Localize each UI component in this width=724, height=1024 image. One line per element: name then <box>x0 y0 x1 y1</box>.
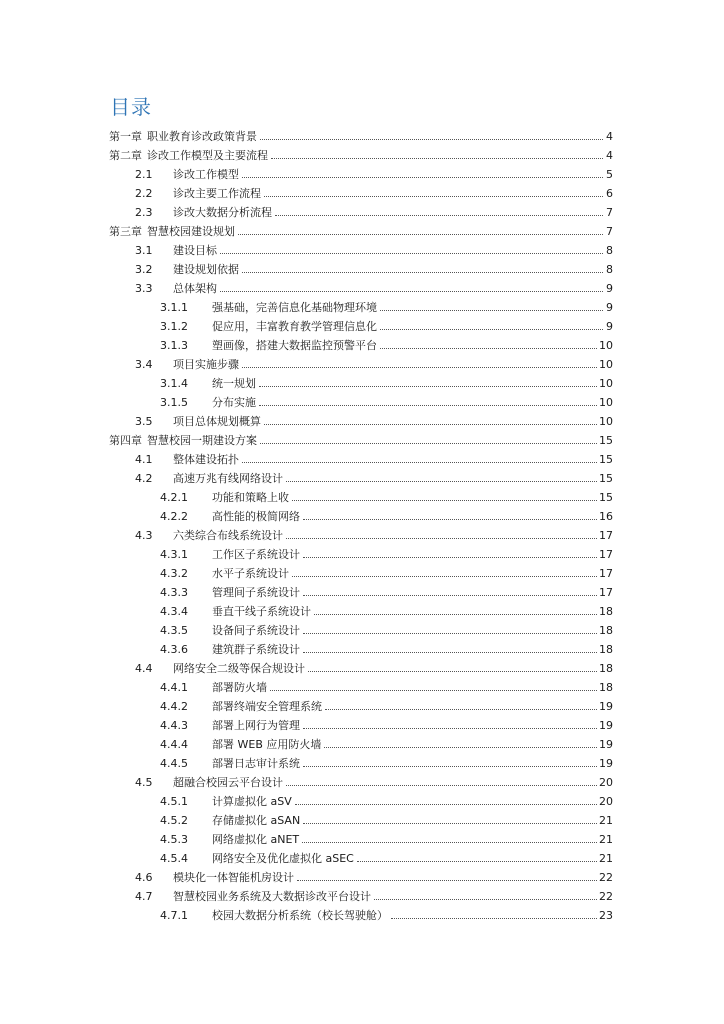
toc-entry-page-number: 19 <box>599 700 613 713</box>
dot-leader <box>303 622 597 634</box>
dot-leader <box>380 318 603 330</box>
toc-entry[interactable] <box>160 298 613 317</box>
toc-entry-page-number: 21 <box>599 852 613 865</box>
toc-entry-number: 4.2 <box>135 472 153 485</box>
toc-entry[interactable] <box>135 203 613 222</box>
dot-leader <box>308 660 597 672</box>
toc-entry-page-number: 4 <box>606 130 613 143</box>
toc-entry-page-number: 15 <box>599 472 613 485</box>
dot-leader <box>295 793 597 805</box>
dot-leader <box>324 736 597 748</box>
toc-entry-page-number: 19 <box>599 738 613 751</box>
toc-entry-number: 2.1 <box>135 168 153 181</box>
toc-entry-title: 项目实施步骤 <box>173 358 239 371</box>
toc-entry-number: 第三章 <box>109 225 142 238</box>
toc-entry-number: 4.4.3 <box>160 719 188 732</box>
dot-leader <box>264 413 597 425</box>
toc-entry[interactable] <box>135 412 613 431</box>
toc-entry-title: 项目总体规划概算 <box>173 415 261 428</box>
toc-entry-title: 功能和策略上收 <box>212 491 289 504</box>
toc-entry-number: 3.2 <box>135 263 153 276</box>
dot-leader <box>297 869 597 881</box>
toc-entry-title: 诊改主要工作流程 <box>173 187 261 200</box>
toc-entry[interactable] <box>160 640 613 659</box>
toc-entry-title: 整体建设拓扑 <box>173 453 239 466</box>
toc-entry-page-number: 20 <box>599 776 613 789</box>
toc-entry-number: 4.5.3 <box>160 833 188 846</box>
dot-leader <box>357 850 597 862</box>
toc-entry-number: 4.3.5 <box>160 624 188 637</box>
toc-entry-number: 4.3.2 <box>160 567 188 580</box>
toc-entry-title: 总体架构 <box>173 282 217 295</box>
toc-entry-page-number: 19 <box>599 757 613 770</box>
toc-entry-title: 强基础，完善信息化基础物理环境 <box>212 301 377 314</box>
toc-entry-title: 部署终端安全管理系统 <box>212 700 322 713</box>
toc-entry[interactable] <box>135 887 613 906</box>
toc-entry-title: 六类综合布线系统设计 <box>173 529 283 542</box>
toc-entry-page-number: 15 <box>599 491 613 504</box>
toc-entry-page-number: 18 <box>599 643 613 656</box>
toc-entry-title: 建筑群子系统设计 <box>212 643 300 656</box>
toc-entry-number: 3.5 <box>135 415 153 428</box>
dot-leader <box>302 831 597 843</box>
toc-entry-number: 4.3 <box>135 529 153 542</box>
toc-entry-title: 智慧校园一期建设方案 <box>147 434 257 447</box>
toc-entry[interactable] <box>160 507 613 526</box>
toc-entry-title: 塑画像，搭建大数据监控预警平台 <box>212 339 377 352</box>
toc-entry[interactable] <box>109 127 613 146</box>
dot-leader <box>303 755 597 767</box>
toc-entry-title: 建设目标 <box>173 244 217 257</box>
toc-entry-page-number: 5 <box>606 168 613 181</box>
toc-entry-title: 建设规划依据 <box>173 263 239 276</box>
toc-entry-number: 4.5.1 <box>160 795 188 808</box>
toc-entry[interactable] <box>135 184 613 203</box>
toc-entry[interactable] <box>135 279 613 298</box>
toc-entry-page-number: 7 <box>606 206 613 219</box>
toc-entry-page-number: 15 <box>599 453 613 466</box>
toc-entry[interactable] <box>160 317 613 336</box>
toc-entry-page-number: 23 <box>599 909 613 922</box>
toc-entry[interactable] <box>160 583 613 602</box>
dot-leader <box>286 774 597 786</box>
toc-entry-number: 4.4.4 <box>160 738 188 751</box>
toc-entry-title: 超融合校园云平台设计 <box>173 776 283 789</box>
toc-entry-number: 4.3.3 <box>160 586 188 599</box>
dot-leader <box>238 223 603 235</box>
toc-entry-page-number: 9 <box>606 301 613 314</box>
toc-entry-title: 促应用，丰富教育教学管理信息化 <box>212 320 377 333</box>
toc-entry[interactable] <box>109 222 613 241</box>
toc-entry-page-number: 17 <box>599 567 613 580</box>
toc-entry-number: 第二章 <box>109 149 142 162</box>
toc-entry-number: 4.2.2 <box>160 510 188 523</box>
toc-entry-title: 统一规划 <box>212 377 256 390</box>
toc-entry-page-number: 18 <box>599 605 613 618</box>
toc-entry-title: 智慧校园建设规划 <box>147 225 235 238</box>
toc-entry-page-number: 22 <box>599 871 613 884</box>
toc-entry-page-number: 17 <box>599 586 613 599</box>
dot-leader <box>391 907 597 919</box>
toc-entry[interactable] <box>160 716 613 735</box>
toc-entry-title: 部署日志审计系统 <box>212 757 300 770</box>
toc-entry-title: 部署防火墙 <box>212 681 267 694</box>
toc-entry-title: 高性能的极简网络 <box>212 510 300 523</box>
toc-entry-page-number: 17 <box>599 529 613 542</box>
toc-entry-page-number: 15 <box>599 434 613 447</box>
toc-entry[interactable] <box>135 526 613 545</box>
toc-entry[interactable] <box>160 811 613 830</box>
dot-leader <box>220 242 603 254</box>
dot-leader <box>271 147 603 159</box>
toc-entry-page-number: 10 <box>599 377 613 390</box>
dot-leader <box>260 128 603 140</box>
toc-entry[interactable] <box>160 792 613 811</box>
toc-entry-title: 部署 WEB 应用防火墙 <box>212 738 322 751</box>
toc-entry-page-number: 9 <box>606 282 613 295</box>
toc-entry-title: 诊改工作模型及主要流程 <box>147 149 268 162</box>
toc-entry-page-number: 17 <box>599 548 613 561</box>
dot-leader <box>303 717 597 729</box>
toc-entry-title: 诊改大数据分析流程 <box>173 206 272 219</box>
toc-entry[interactable] <box>160 678 613 697</box>
dot-leader <box>314 603 597 615</box>
toc-entry[interactable] <box>160 735 613 754</box>
toc-entry-title: 计算虚拟化 aSV <box>212 795 292 808</box>
toc-entry[interactable] <box>160 621 613 640</box>
toc-entry-page-number: 18 <box>599 681 613 694</box>
toc-entry-title: 部署上网行为管理 <box>212 719 300 732</box>
toc-entry-page-number: 4 <box>606 149 613 162</box>
toc-entry[interactable] <box>135 773 613 792</box>
toc-entry-number: 4.4.1 <box>160 681 188 694</box>
toc-entry[interactable] <box>135 355 613 374</box>
toc-entry-title: 网络安全二级等保合规设计 <box>173 662 305 675</box>
dot-leader <box>303 641 597 653</box>
toc-entry-page-number: 18 <box>599 624 613 637</box>
toc-entry-number: 4.4.5 <box>160 757 188 770</box>
toc-entry-page-number: 22 <box>599 890 613 903</box>
toc-entry[interactable] <box>135 165 613 184</box>
toc-entry-number: 4.6 <box>135 871 153 884</box>
dot-leader <box>259 394 597 406</box>
toc-entry[interactable] <box>109 431 613 450</box>
toc-entry[interactable] <box>135 260 613 279</box>
toc-entry[interactable] <box>160 602 613 621</box>
toc-entry-page-number: 20 <box>599 795 613 808</box>
toc-entry-title: 高速万兆有线网络设计 <box>173 472 283 485</box>
toc-entry-number: 3.1.2 <box>160 320 188 333</box>
toc-entry-page-number: 18 <box>599 662 613 675</box>
toc-entry[interactable] <box>160 830 613 849</box>
toc-entry-page-number: 9 <box>606 320 613 333</box>
toc-entry[interactable] <box>135 469 613 488</box>
toc-entry-number: 第一章 <box>109 130 142 143</box>
toc-entry[interactable] <box>160 488 613 507</box>
toc-entry[interactable] <box>160 906 613 925</box>
toc-entry-page-number: 7 <box>606 225 613 238</box>
toc-entry[interactable] <box>160 697 613 716</box>
toc-entry[interactable] <box>160 564 613 583</box>
toc-entry-page-number: 10 <box>599 415 613 428</box>
toc-entry-title: 分布实施 <box>212 396 256 409</box>
toc-entry[interactable] <box>135 868 613 887</box>
toc-entry-page-number: 21 <box>599 814 613 827</box>
toc-entry-title: 网络安全及优化虚拟化 aSEC <box>212 852 354 865</box>
toc-title: 目录 <box>110 95 152 119</box>
toc-entry-page-number: 21 <box>599 833 613 846</box>
toc-entry[interactable] <box>135 241 613 260</box>
toc-entry-number: 4.3.4 <box>160 605 188 618</box>
toc-entry[interactable] <box>160 374 613 393</box>
toc-entry-title: 智慧校园业务系统及大数据诊改平台设计 <box>173 890 371 903</box>
toc-entry-number: 4.2.1 <box>160 491 188 504</box>
toc-entry-number: 第四章 <box>109 434 142 447</box>
dot-leader <box>242 166 603 178</box>
toc-entry-number: 4.7 <box>135 890 153 903</box>
toc-entry[interactable] <box>160 336 613 355</box>
toc-entry-number: 3.1.3 <box>160 339 188 352</box>
toc-entry[interactable] <box>160 849 613 868</box>
dot-leader <box>242 356 597 368</box>
toc-entry-title: 网络虚拟化 aNET <box>212 833 300 846</box>
toc-entry-number: 3.1.4 <box>160 377 188 390</box>
dot-leader <box>380 299 603 311</box>
toc-entry-title: 职业教育诊改政策背景 <box>147 130 257 143</box>
dot-leader <box>264 185 603 197</box>
dot-leader <box>292 565 597 577</box>
dot-leader <box>374 888 597 900</box>
dot-leader <box>286 470 597 482</box>
toc-entry-number: 4.7.1 <box>160 909 188 922</box>
toc-entry-number: 4.3.6 <box>160 643 188 656</box>
toc-entry-page-number: 6 <box>606 187 613 200</box>
toc-entry-number: 4.1 <box>135 453 153 466</box>
toc-entry-number: 4.5.4 <box>160 852 188 865</box>
toc-entry-title: 垂直干线子系统设计 <box>212 605 311 618</box>
toc-entry-title: 管理间子系统设计 <box>212 586 300 599</box>
dot-leader <box>242 451 597 463</box>
dot-leader <box>220 280 603 292</box>
toc-entry-number: 3.1.1 <box>160 301 188 314</box>
dot-leader <box>275 204 603 216</box>
toc-entry-page-number: 10 <box>599 358 613 371</box>
dot-leader <box>260 432 597 444</box>
toc-entry-number: 4.4 <box>135 662 153 675</box>
toc-entry-title: 诊改工作模型 <box>173 168 239 181</box>
toc-entry-number: 2.3 <box>135 206 153 219</box>
toc-entry-number: 4.3.1 <box>160 548 188 561</box>
toc-entry-page-number: 8 <box>606 263 613 276</box>
toc-entry[interactable] <box>109 146 613 165</box>
toc-entry-title: 工作区子系统设计 <box>212 548 300 561</box>
toc-entry-title: 校园大数据分析系统（校长驾驶舱） <box>212 909 388 922</box>
toc-entry-page-number: 10 <box>599 396 613 409</box>
toc-entry-title: 存储虚拟化 aSAN <box>212 814 301 827</box>
toc-entry-number: 4.5 <box>135 776 153 789</box>
toc-entry-number: 3.1 <box>135 244 153 257</box>
toc-entry[interactable] <box>160 393 613 412</box>
toc-entry[interactable] <box>135 450 613 469</box>
dot-leader <box>286 527 597 539</box>
toc-entry-number: 2.2 <box>135 187 153 200</box>
toc-entry-number: 3.4 <box>135 358 153 371</box>
dot-leader <box>303 546 597 558</box>
toc-entry-title: 水平子系统设计 <box>212 567 289 580</box>
toc-entry-number: 4.5.2 <box>160 814 188 827</box>
dot-leader <box>380 337 597 349</box>
toc-entry-number: 4.4.2 <box>160 700 188 713</box>
toc-entry-page-number: 10 <box>599 339 613 352</box>
toc-entry-title: 设备间子系统设计 <box>212 624 300 637</box>
toc-entry-number: 3.1.5 <box>160 396 188 409</box>
dot-leader <box>270 679 597 691</box>
dot-leader <box>303 508 597 520</box>
toc-entry[interactable] <box>160 754 613 773</box>
toc-entry[interactable] <box>135 659 613 678</box>
toc-entry[interactable] <box>160 545 613 564</box>
dot-leader <box>303 584 597 596</box>
toc-entry-title: 模块化一体智能机房设计 <box>173 871 294 884</box>
toc-entry-page-number: 8 <box>606 244 613 257</box>
toc-entry-page-number: 16 <box>599 510 613 523</box>
dot-leader <box>259 375 597 387</box>
dot-leader <box>325 698 597 710</box>
dot-leader <box>292 489 597 501</box>
dot-leader <box>242 261 603 273</box>
dot-leader <box>303 812 597 824</box>
toc-entry-page-number: 19 <box>599 719 613 732</box>
toc-entry-number: 3.3 <box>135 282 153 295</box>
